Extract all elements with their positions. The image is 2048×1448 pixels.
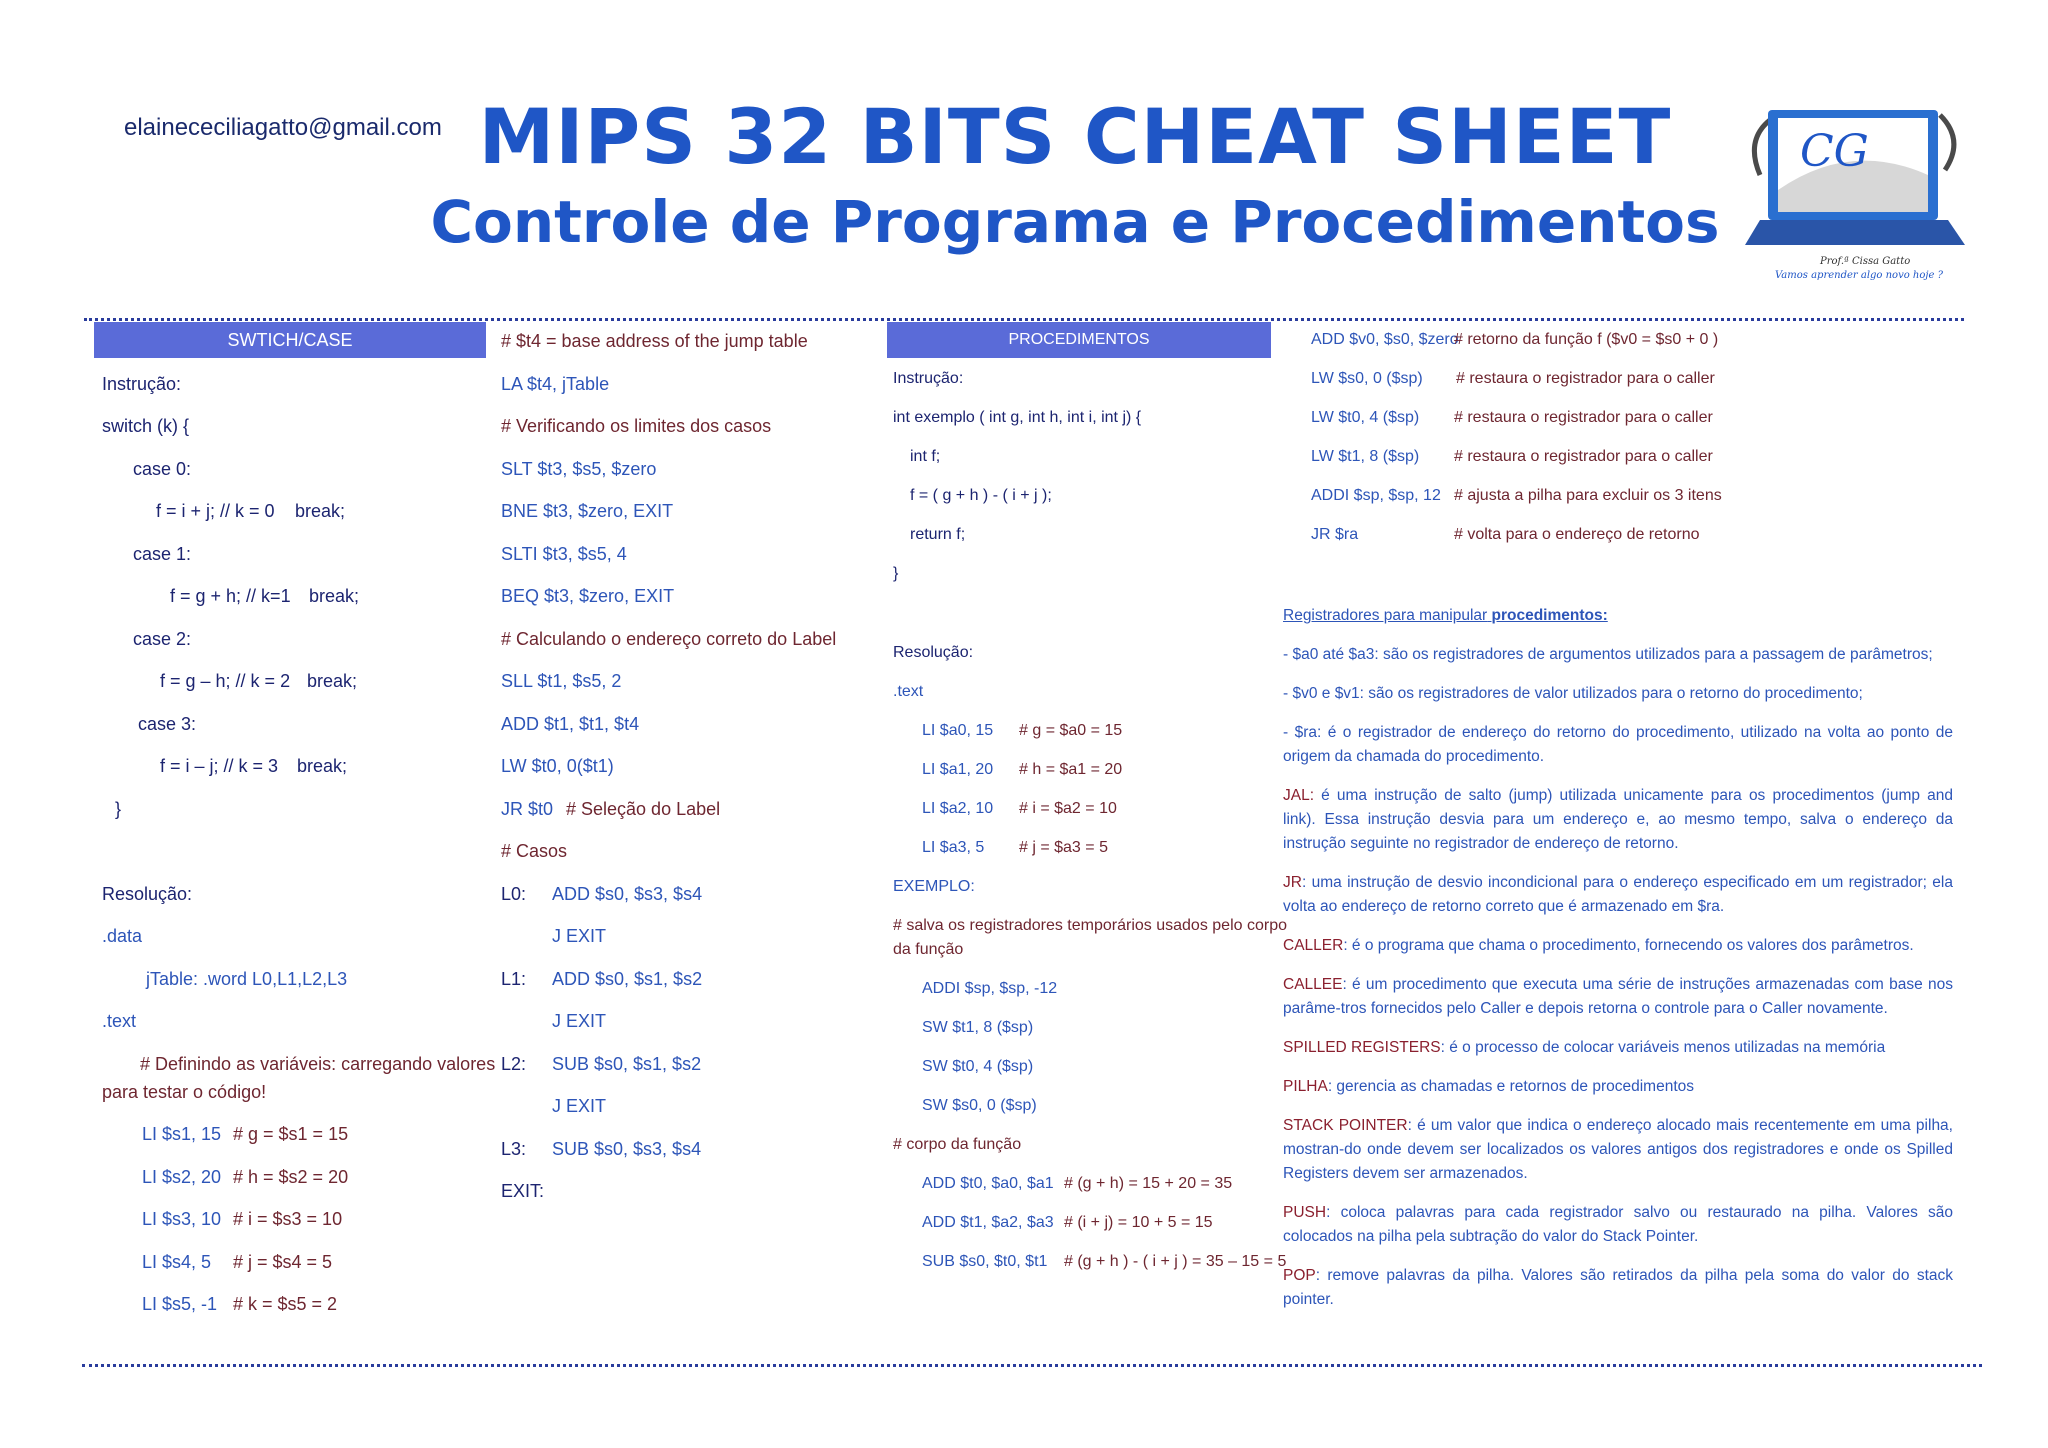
code-line: Instrução: [893, 370, 964, 387]
code-line: SW $t1, 8 ($sp) [922, 1019, 1034, 1036]
code-comment: # corpo da função [893, 1136, 1022, 1153]
label-l1: L1: [501, 969, 527, 989]
code-line: break; [309, 586, 360, 606]
code-line: switch (k) { [102, 416, 190, 436]
code-line: EXEMPLO: [893, 878, 975, 895]
code-line: LI $a1, 20 [922, 761, 994, 778]
code-comment: # volta para o endereço de retorno [1454, 526, 1700, 543]
code-line: LW $t0, 4 ($sp) [1311, 409, 1420, 426]
code-line: SUB $s0, $s1, $s2 [552, 1054, 702, 1074]
code-comment: # j = $s4 = 5 [233, 1252, 333, 1272]
code-line: ADDI $sp, $sp, -12 [922, 980, 1058, 997]
logo-laptop-icon [1740, 100, 1970, 290]
code-comment: # restaura o registrador para o caller [1456, 370, 1715, 387]
code-line: BNE $t3, $zero, EXIT [501, 501, 674, 521]
code-comment: # k = $s5 = 2 [233, 1294, 338, 1314]
code-line: jTable: .word L0,L1,L2,L3 [146, 969, 348, 989]
code-comment: # (g + h ) - ( i + j ) = 35 – 15 = 5 [1064, 1253, 1287, 1270]
label-l2: L2: [501, 1054, 527, 1074]
code-line: SW $t0, 4 ($sp) [922, 1058, 1034, 1075]
bottom-divider [82, 1364, 1982, 1367]
code-comment: # Casos [501, 841, 568, 861]
code-line: JR $ra [1311, 526, 1359, 543]
code-line: break; [307, 671, 358, 691]
code-line: .text [102, 1011, 137, 1031]
bullet-v-registers: - $v0 e $v1: são os registradores de valor utilizados para o retorno do procedimento; [1283, 685, 1863, 702]
code-line: f = i + j; // k = 0 [156, 501, 275, 521]
code-line: return f; [910, 526, 966, 543]
label-l3: L3: [501, 1139, 527, 1159]
code-line: int f; [910, 448, 941, 465]
code-line: ADD $v0, $s0, $zero [1311, 331, 1459, 348]
code-line: case 2: [133, 629, 192, 649]
code-line: J EXIT [552, 1011, 607, 1031]
def-spilled-registers: SPILLED REGISTERS: é o processo de colocar variáveis menos utilizadas na memória [1283, 1039, 1886, 1056]
code-line: case 1: [133, 544, 192, 564]
logo-caption-2: Vamos aprender algo novo hoje ? [1775, 270, 1943, 281]
code-line: SLL $t1, $s5, 2 [501, 671, 622, 691]
registers-title: Registradores para manipular procedimentos: [1283, 607, 1608, 624]
code-line: break; [297, 756, 348, 776]
code-line: Instrução: [102, 374, 182, 394]
code-comment: # i = $s3 = 10 [233, 1209, 343, 1229]
def-pop: POP: remove palavras da pilha. Valores são retirados da pilha pela soma do valor do stack pointer. [1283, 1267, 1953, 1308]
code-comment: # Calculando o endereço correto do Label [501, 629, 837, 649]
code-line: ADD $s0, $s1, $s2 [552, 969, 703, 989]
bullet-a-registers: - $a0 até $a3: são os registradores de argumentos utilizados para a passagem de parâmetros; [1283, 646, 1933, 663]
code-line: LA $t4, jTable [501, 374, 610, 394]
code-line: ADD $t1, $a2, $a3 [922, 1214, 1054, 1231]
author-email: elainececiliagatto@gmail.com [124, 114, 442, 141]
code-line: f = g – h; // k = 2 [160, 671, 291, 691]
code-comment: # (i + j) = 10 + 5 = 15 [1064, 1214, 1213, 1231]
code-line: LI $a3, 5 [922, 839, 985, 856]
switch-case-header: SWTICH/CASE [94, 322, 486, 358]
code-comment: # restaura o registrador para o caller [1454, 409, 1713, 426]
code-line: para testar o código! [102, 1082, 267, 1102]
bullet-ra-register: - $ra: é o registrador de endereço do retorno do procedimento, utilizado na volta ao ponto de origem da chamada do procedimento. [1283, 724, 1953, 765]
label-l0: L0: [501, 884, 527, 904]
def-caller: CALLER: é o programa que chama o procedimento, fornecendo os valores dos parâmetros. [1283, 937, 1914, 954]
code-line: ADDI $sp, $sp, 12 [1311, 487, 1441, 504]
code-line: } [893, 565, 899, 582]
code-line: LW $t0, 0($t1) [501, 756, 614, 776]
code-comment: # $t4 = base address of the jump table [501, 331, 808, 351]
code-comment: # restaura o registrador para o caller [1454, 448, 1713, 465]
code-line: LI $s4, 5 [142, 1252, 212, 1272]
code-line: J EXIT [552, 926, 607, 946]
code-line: } [115, 799, 122, 819]
def-push: PUSH: coloca palavras para cada registrador salvo ou restaurado na pilha. Valores são colocados na pilha pela subtração do valor do Stack Pointer. [1283, 1204, 1953, 1245]
def-callee: CALLEE: é um procedimento que executa uma série de instruções armazenadas com base nos parâme-tros fornecidos pelo Caller e depois retorna o controle para o Caller novamente. [1283, 976, 1953, 1017]
logo-caption-1: Prof.ª Cissa Gatto [1820, 256, 1911, 267]
code-line: LW $s0, 0 ($sp) [1311, 370, 1423, 387]
code-line: LI $s5, -1 [142, 1294, 218, 1314]
code-comment: da função [893, 941, 964, 958]
code-line: break; [295, 501, 346, 521]
code-line: # Definindo as variáveis: carregando valores [140, 1054, 496, 1074]
code-line: f = ( g + h ) - ( i + j ); [910, 487, 1052, 504]
code-line: ADD $s0, $s3, $s4 [552, 884, 703, 904]
code-line: LI $s3, 10 [142, 1209, 222, 1229]
code-line: SUB $s0, $t0, $t1 [922, 1253, 1048, 1270]
code-comment: # ajusta a pilha para excluir os 3 itens [1454, 487, 1722, 504]
logo-initials: CG [1800, 126, 1869, 177]
code-comment: # Seleção do Label [566, 799, 721, 819]
def-jr: JR: uma instrução de desvio incondicional para o endereço especificado em um registrador; ela volta ao endereço de retorno correto que é armazenado em $ra. [1283, 874, 1953, 915]
procedures-header: PROCEDIMENTOS [887, 322, 1271, 358]
code-line: SW $s0, 0 ($sp) [922, 1097, 1037, 1114]
code-line: f = g + h; // k=1 [170, 586, 291, 606]
code-line: JR $t0 [501, 799, 554, 819]
def-pilha: PILHA: gerencia as chamadas e retornos de procedimentos [1283, 1078, 1694, 1095]
def-stack-pointer: STACK POINTER: é um valor que indica o endereço alocado mais recentemente em uma pilha, mostran-do onde devem ser localizados os valores antigos dos registradores e onde os Spilled Registers devem ser armazenados. [1283, 1117, 1953, 1182]
code-comment: # retorno da função f ($v0 = $s0 + 0 ) [1454, 331, 1719, 348]
code-comment: # i = $a2 = 10 [1019, 800, 1117, 817]
code-comment: # salva os registradores temporários usados pelo corpo [893, 917, 1287, 934]
code-comment: # Verificando os limites dos casos [501, 416, 772, 436]
code-line: .text [893, 683, 924, 700]
def-jal: JAL: é uma instrução de salto (jump) utilizada unicamente para os procedimentos (jump and link). Essa instrução desvia para um endereço e, ao mesmo tempo, salva o endereço da instrução seguinte no registrador de endereço de retorno. [1283, 787, 1953, 852]
code-line: Resolução: [893, 644, 974, 661]
page-subtitle: Controle de Programa e Procedimentos [430, 188, 1720, 256]
label-exit: EXIT: [501, 1181, 545, 1201]
code-comment: # g = $s1 = 15 [233, 1124, 349, 1144]
code-line: LI $s1, 15 [142, 1124, 222, 1144]
code-comment: # h = $s2 = 20 [233, 1167, 349, 1187]
code-line: SUB $s0, $s3, $s4 [552, 1139, 702, 1159]
code-line: int exemplo ( int g, int h, int i, int j) { [893, 409, 1142, 426]
code-line: SLTI $t3, $s5, 4 [501, 544, 627, 564]
code-line: .data [102, 926, 143, 946]
code-line: BEQ $t3, $zero, EXIT [501, 586, 675, 606]
code-line: SLT $t3, $s5, $zero [501, 459, 657, 479]
code-line: case 0: [133, 459, 192, 479]
code-line: f = i – j; // k = 3 [160, 756, 279, 776]
code-line: case 3: [138, 714, 197, 734]
code-line: LI $s2, 20 [142, 1167, 222, 1187]
code-comment: # h = $a1 = 20 [1019, 761, 1123, 778]
code-line: ADD $t0, $a0, $a1 [922, 1175, 1054, 1192]
code-comment: # j = $a3 = 5 [1019, 839, 1108, 856]
top-divider [84, 318, 1964, 321]
code-comment: # g = $a0 = 15 [1019, 722, 1123, 739]
page-title: MIPS 32 BITS CHEAT SHEET [478, 92, 1672, 181]
code-line: LI $a2, 10 [922, 800, 994, 817]
code-line: LI $a0, 15 [922, 722, 994, 739]
code-line: LW $t1, 8 ($sp) [1311, 448, 1420, 465]
code-line: ADD $t1, $t1, $t4 [501, 714, 640, 734]
code-line: Resolução: [102, 884, 193, 904]
code-comment: # (g + h) = 15 + 20 = 35 [1064, 1175, 1233, 1192]
code-line: J EXIT [552, 1096, 607, 1116]
